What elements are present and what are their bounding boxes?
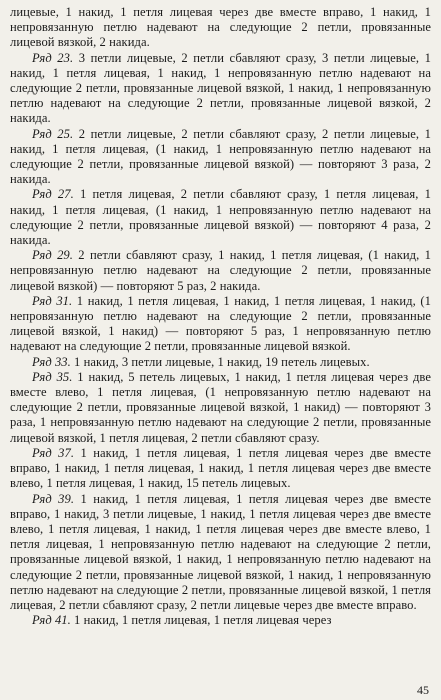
row-label: Ряд 33. (32, 354, 71, 369)
row-label: Ряд 27. (32, 187, 74, 202)
paragraph-row-25 (10, 127, 431, 188)
paragraph-text: 2 петли сбавляют сразу, 1 накид, 1 петля лицевая, (1 накид, 1 непровязанную петлю надевают на следующие 2 петли, провязанные лицевой вязкой) — повторяют 5 раз, 2 накида. (10, 248, 431, 293)
paragraph-row-29 (10, 248, 431, 294)
paragraph-text: 1 накид, 1 петля лицевая, 1 петля лицевая через две вместе вправо, 1 накид, 3 петли лицевые, 1 накид, 1 петля лицевая через две вместе влево, 1 петля лицевая, 1 накид, 1 петля лицевая через две вместе влево, 1 петля лицевая, 1 непровязанную петлю надевают на следующие 2 петли, провязанные лицевой вязкой, 1 накид, 1 непровязанную петлю надевают на следующие 2 петли, провязанные лицевой вязкой, 1 накид, 1 непровязанную петлю надевают на следующие 2 петли, провязанные лицевой вязкой, 1 петля лицевая, 2 петли сбавляют сразу, 2 петли лицевые через две вместе вправо. (10, 491, 431, 612)
row-label: Ряд 37. (32, 445, 75, 460)
paragraph-text: 1 петля лицевая, 2 петли сбавляют сразу, 1 петля лицевая, 1 накид, 1 петля лицевая, (1 накид, 1 непровязанную петлю надевают на следующие 2 петли, провязанные лицевой вязкой) — повторяют 4 раза, 2 накида. (10, 187, 431, 248)
paragraph-text: 1 накид, 1 петля лицевая, 1 петля лицевая через две вместе вправо, 1 накид, 1 петля лицевая, 1 накид, 1 петля лицевая через две вместе влево, 1 петля лицевая, 1 накид, 15 петель лицевых. (10, 445, 431, 491)
paragraph-row-23 (10, 51, 431, 127)
document-page (10, 5, 431, 700)
paragraph-row-27 (10, 187, 431, 248)
paragraph-text: 1 накид, 5 петель лицевых, 1 накид, 1 петля лицевая через две вместе влево, 1 петля лицевая, (1 непровязанную петлю надевают на следующие 2 петли, провязанные лицевой вязкой, 1 накид) — повторяют 3 раза, 1 непровязанную петлю надевают на следующие 2 петли, провязанные лицевой вязкой, 1 петля лицевая, 2 петли сбавляют сразу. (10, 369, 431, 445)
paragraph-text: 3 петли лицевые, 2 петли сбавляют сразу, 3 петли лицевые, 1 накид, 1 петля лицевая, 1 накид, 1 непровязанную петлю надевают на следующие 2 петли, провязанные лицевой вязкой, 1 накид, 1 непровязанную петлю надевают на следующие 2 петли, провязанные лицевой вязкой, 2 накида. (10, 50, 431, 126)
row-label: Ряд 23. (32, 50, 74, 65)
row-label: Ряд 29. (32, 248, 73, 263)
paragraph-continuation (10, 5, 431, 51)
paragraph-text: 1 накид, 1 петля лицевая, 1 накид, 1 петля лицевая, 1 накид, (1 непровязанную петлю надевают на следующие 2 петли, провязанные лицевой вязкой, 1 накид) — повторяют 5 раз, 1 непровязанную петлю надевают на следующие 2 петли, провязанные лицевой вязкой. (10, 293, 431, 354)
paragraph-row-41 (10, 613, 431, 628)
row-label: Ряд 35. (32, 369, 73, 384)
page-number: 45 (417, 683, 429, 697)
paragraph-row-33 (10, 355, 431, 370)
paragraph-row-31 (10, 294, 431, 355)
row-label: Ряд 25. (32, 126, 74, 141)
row-label: Ряд 41. (32, 613, 71, 628)
paragraph-text: лицевые, 1 накид, 1 петля лицевая через две вместе вправо, 1 накид, 1 непровязанную петлю надевают на следующие 2 петли, провязанные лицевой вязкой, 2 накида. (10, 5, 431, 50)
paragraph-text: 1 накид, 3 петли лицевые, 1 накид, 19 петель лицевых. (70, 354, 370, 369)
paragraph-row-35 (10, 370, 431, 446)
paragraph-text: 1 накид, 1 петля лицевая, 1 петля лицевая через (70, 613, 332, 628)
row-label: Ряд 39. (32, 491, 75, 506)
row-label: Ряд 31. (32, 293, 73, 308)
paragraph-text: 2 петли лицевые, 2 петли сбавляют сразу, 2 петли лицевые, 1 накид, 1 петля лицевая, (1 накид, 1 непровязанную петлю надевают на следующие 2 петли, провязанные лицевой вязкой) — повторяют 3 раза, 2 накида. (10, 126, 431, 187)
paragraph-row-39 (10, 492, 431, 614)
body-text (10, 5, 431, 628)
paragraph-row-37 (10, 446, 431, 492)
